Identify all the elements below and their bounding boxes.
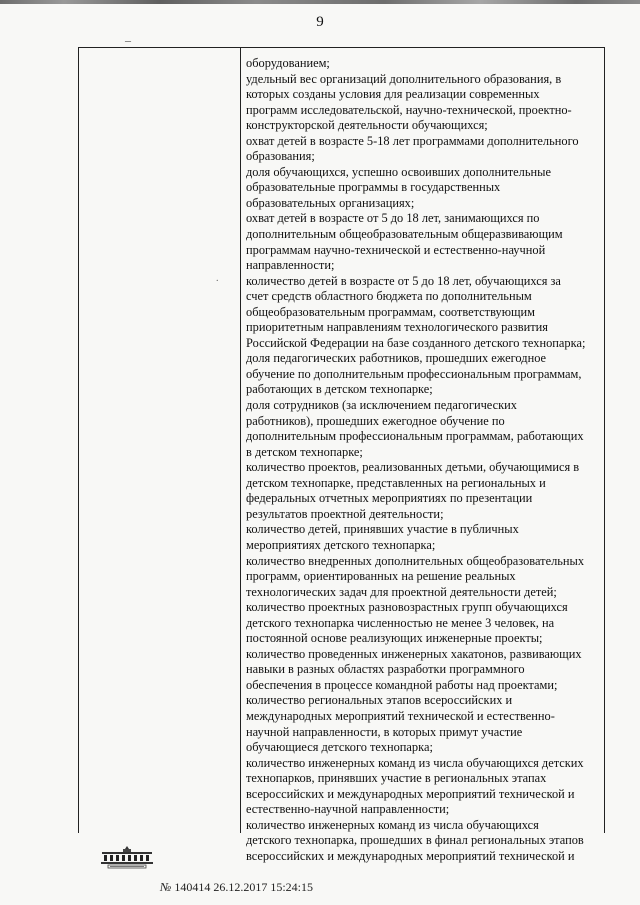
table-text-line: количество детей в возрасте от 5 до 18 лет, обучающихся за <box>246 273 561 288</box>
page-number: 9 <box>316 14 324 30</box>
table-text-line: программам научно-технической и естественно-научной <box>246 242 546 257</box>
header-mark: – <box>125 33 131 47</box>
table-text-line: научной направленности, в которых примут участие <box>246 724 523 739</box>
table-text-line: технопарков, принявших участие в региональных этапах <box>246 771 547 786</box>
table-text-line: результатов проектной деятельности; <box>246 506 444 521</box>
table-text-line: удельный вес организаций дополнительного образования, в <box>246 71 562 86</box>
table-text-line: количество проведенных инженерных хакатонов, развивающих <box>246 646 582 661</box>
scan-edge <box>0 0 640 4</box>
table-text-line: детского технопарка численностью не менее 3 человек, на <box>246 615 555 630</box>
number-symbol: № <box>160 880 172 894</box>
table-text-line: приоритетным направлениям технологического развития <box>246 320 548 335</box>
table-text-line: постоянной основе реализующих инженерные проекты; <box>246 631 543 646</box>
table-text-line: направленности; <box>246 258 335 273</box>
left-column-mark: . <box>216 273 219 284</box>
registration-text: 140414 26.12.2017 15:24:15 <box>174 880 313 894</box>
table-text-line: мероприятиях детского технопарка; <box>246 537 436 552</box>
table-text-line: оборудованием; <box>246 56 330 70</box>
table-text-line: доля сотрудников (за исключением педагогических <box>246 398 517 413</box>
table-text-line: работников), прошедших ежегодное обучение по <box>246 413 505 428</box>
table-text-line: программ исследовательской, научно-технической, проектно- <box>246 102 572 117</box>
table-text-line: образовательные программы в государственных <box>246 180 501 195</box>
table-text-line: обучение по дополнительным профессиональным программам, <box>246 366 582 381</box>
table-text-line: программ, ориентированных на решение реальных <box>246 569 516 584</box>
table-text-line: обеспечения в процессе командной работы над проектами; <box>246 677 558 692</box>
table-text-line: технологических задач для проектной деятельности детей; <box>246 584 557 599</box>
table-text-line: дополнительным профессиональным программам, работающих <box>246 429 584 444</box>
table-right-column <box>241 48 604 863</box>
table-text-line: количество проектных разновозрастных групп обучающихся <box>246 600 568 615</box>
table-text-line: детском технопарке, представленных на региональных и <box>246 475 546 490</box>
table-text-line: работающих в детском технопарке; <box>246 382 433 397</box>
table-text-line: доля педагогических работников, прошедших ежегодное <box>246 351 547 366</box>
table-text-line: международных мероприятий технической и естественно- <box>246 708 555 723</box>
table-text-line: обучающиеся детского технопарка; <box>246 740 433 755</box>
table-text-line: общеобразовательным программам, соответствующим <box>246 304 535 319</box>
table-text-line: конструкторской деятельности обучающихся; <box>246 118 488 133</box>
table-text-line: Российской Федерации на базе созданного детского технопарка; <box>246 335 586 350</box>
table-text-line: количество внедренных дополнительных общеобразовательных <box>246 553 585 568</box>
table-text-line: навыки в разных областях разработки программного <box>246 662 525 677</box>
table-left-column <box>79 48 241 833</box>
table-text-line: количество инженерных команд из числа обучающихся <box>246 817 539 832</box>
table-text-line: количество проектов, реализованных детьми, обучающимися в <box>246 460 580 475</box>
table-text-line: счет средств областного бюджета по дополнительным <box>246 289 532 304</box>
table-text-line: доля обучающихся, успешно освоивших дополнительные <box>246 164 551 179</box>
table-text-line: в детском технопарке; <box>246 444 363 459</box>
building-stamp-icon <box>98 845 156 869</box>
document-registration-number <box>160 880 313 895</box>
table-text-line: количество инженерных команд из числа обучающихся детских <box>246 755 584 770</box>
table-text-line: всероссийских и международных мероприятий технической и <box>246 848 575 863</box>
table-text-line: количество региональных этапов всероссийских и <box>246 693 513 708</box>
table-text-line: которых созданы условия для реализации современных <box>246 87 540 102</box>
table-text-line: охват детей в возрасте от 5 до 18 лет, занимающихся по <box>246 211 540 226</box>
table-text-line: федеральных отчетных мероприятиях по презентации <box>246 491 533 506</box>
table-text-line: охват детей в возрасте 5-18 лет программами дополнительного <box>246 133 579 148</box>
content-table <box>78 47 605 863</box>
table-text-line: количество детей, принявших участие в публичных <box>246 522 519 537</box>
table-text-line: образовательных организациях; <box>246 195 415 210</box>
table-text-line: дополнительным общеобразовательным общеразвивающим <box>246 227 563 242</box>
table-text-line: естественно-научной направленности; <box>246 802 450 817</box>
table-text-line: детского технопарка, прошедших в финал региональных этапов <box>246 833 584 848</box>
table-text-line: всероссийских и международных мероприятий технической и <box>246 786 575 801</box>
table-text-line: образования; <box>246 149 315 164</box>
